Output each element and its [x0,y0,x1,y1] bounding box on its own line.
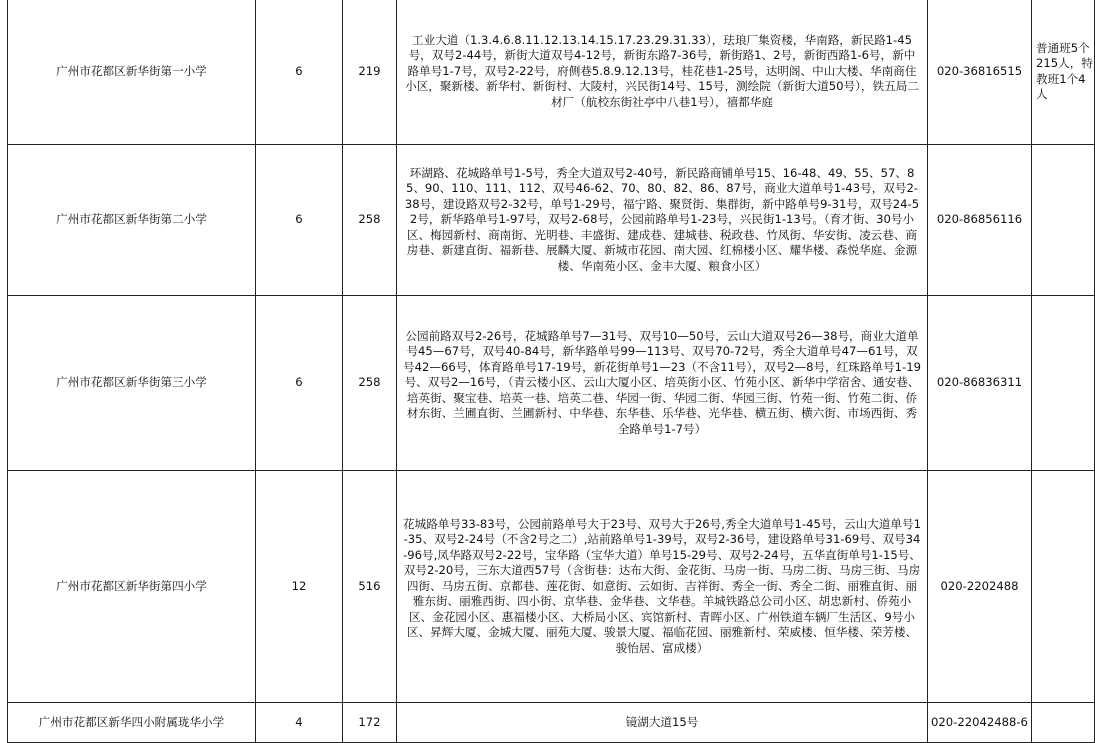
student-count-cell: 258 [343,145,397,296]
note-cell [1032,296,1095,471]
phone-cell: 020-86836311 [928,296,1032,471]
class-count-cell: 6 [256,0,343,145]
table-row [8,145,1095,296]
student-count-cell: 258 [343,296,397,471]
table-row [8,471,1095,703]
class-count-cell: 6 [256,296,343,471]
enrollment-area-cell: 工业大道（1.3.4.6.8.11.12.13.14.15.17.23.29.31.33），珐琅厂集资楼，华南路，新民路1-45号，双号2-44号，新街大道双号4-12号，新街东路7-36号，新街路1、2号，新街西路1-6号，新中路单号1-7号，双号2-22号，府侧巷5.8.9.12.13号，桂花巷1-25号，达明阁、中山大楼、华南商住小区，聚新楼、新华村、新街村、大陵村，兴民街14号、15号，测绘院（新街大道50号），铁五局二材厂（航校东街社亭中八巷1号），禧都华庭 [397,0,928,145]
school-name-cell: 广州市花都区新华街第二小学 [8,145,256,296]
note-cell [1032,471,1095,703]
school-name-cell: 广州市花都区新华街第四小学 [8,471,256,703]
school-name-cell: 广州市花都区新华街第一小学 [8,0,256,145]
note-cell [1032,703,1095,743]
phone-cell: 020-22042488-6 [928,703,1032,743]
note-cell [1032,145,1095,296]
enrollment-area-cell: 环湖路、花城路单号1-5号，秀全大道双号2-40号，新民路商铺单号15、16-48、49、55、57、85、90、110、111、112、双号46-62、70、80、82、86、87号，商业大道单号1-43号，双号2-38号，建设路双号2-32号，单号1-29号，福宁路、聚贤街、集群街，新中路单号9-31号，双号24-52号，新华路单号1-97号，双号2-68号，公园前路单号1-23号，兴民街1-13号。（育才街、30号小区、梅园新村、商南街、光明巷、丰盛街、建成巷、建城巷、税政巷、竹凤街、华安街、凌云巷、商房巷、新建直街、福新巷、展麟大厦、新城市花园、南大园、红棉楼小区、耀华楼、森悦华庭、金源楼、华南苑小区、金丰大厦、粮食小区） [397,145,928,296]
phone-cell: 020-2202488 [928,471,1032,703]
phone-cell: 020-86856116 [928,145,1032,296]
phone-cell: 020-36816515 [928,0,1032,145]
enrollment-area-cell: 镜湖大道15号 [397,703,928,743]
note-cell: 普通班5个215人，特教班1个4人 [1032,0,1095,145]
school-name-cell: 广州市花都区新华四小附属珑华小学 [8,703,256,743]
table-row [8,0,1095,145]
student-count-cell: 516 [343,471,397,703]
student-count-cell: 172 [343,703,397,743]
class-count-cell: 12 [256,471,343,703]
enrollment-area-cell: 花城路单号33-83号，公园前路单号大于23号、双号大于26号,秀全大道单号1-45号，云山大道单号1-35、双号2-24号（不含2号之二）,站前路单号1-39号，双号2-36号，建设路单号31-69号、双号34-96号,凤华路双号2-22号，宝华路（宝华大道）单号15-29号、双号2-24号，五华直街单号1-15号、双号2-20号，三东大道西57号（含街巷：达布大街、金花街、马房一街、马房二街、马房三街、马房四街、马房五街、京都巷、莲花街、如意街、云如街、吉祥街、秀全一街、秀全二街、丽雅直街、丽雅东街、丽雅西街、四小街、京华巷、金华巷、文华巷。羊城铁路总公司小区、胡忠新村、侨苑小区、金花园小区、惠福楼小区、大桥局小区、宾馆新村、青晖小区、广州铁道车辆厂生活区、9号小区、昇辉大厦、金城大厦、丽苑大厦、骏景大厦、福临花园、丽雅新村、荣威楼、恒华楼、荣芳楼、骏怡居、富成楼） [397,471,928,703]
student-count-cell: 219 [343,0,397,145]
school-enrollment-table [7,0,1095,743]
school-name-cell: 广州市花都区新华街第三小学 [8,296,256,471]
class-count-cell: 6 [256,145,343,296]
table-row [8,703,1095,743]
enrollment-area-cell: 公园前路双号2-26号，花城路单号7—31号、双号10—50号，云山大道双号26—38号，商业大道单号45—67号，双号40-84号，新华路单号99—113号、双号70-72号，秀全大道单号47—61号，双号42—66号，体育路单号17-19号，新花街单号1—23（不含11号），双号2—8号，红珠路单号1-19号、双号2—16号，（青云楼小区、云山大厦小区、培英街小区、竹苑小区、新华中学宿舍、通安巷、培英街、聚宝巷、培英一巷、培英二巷、华园一街、华园二街、华园三街、竹苑一街、竹苑二街、侨材东街、兰圃直街、兰圃新村、中华巷、东华巷、乐华巷、光华巷、横五街、横六街、市场西街、秀全路单号1-7号） [397,296,928,471]
class-count-cell: 4 [256,703,343,743]
table-row [8,296,1095,471]
